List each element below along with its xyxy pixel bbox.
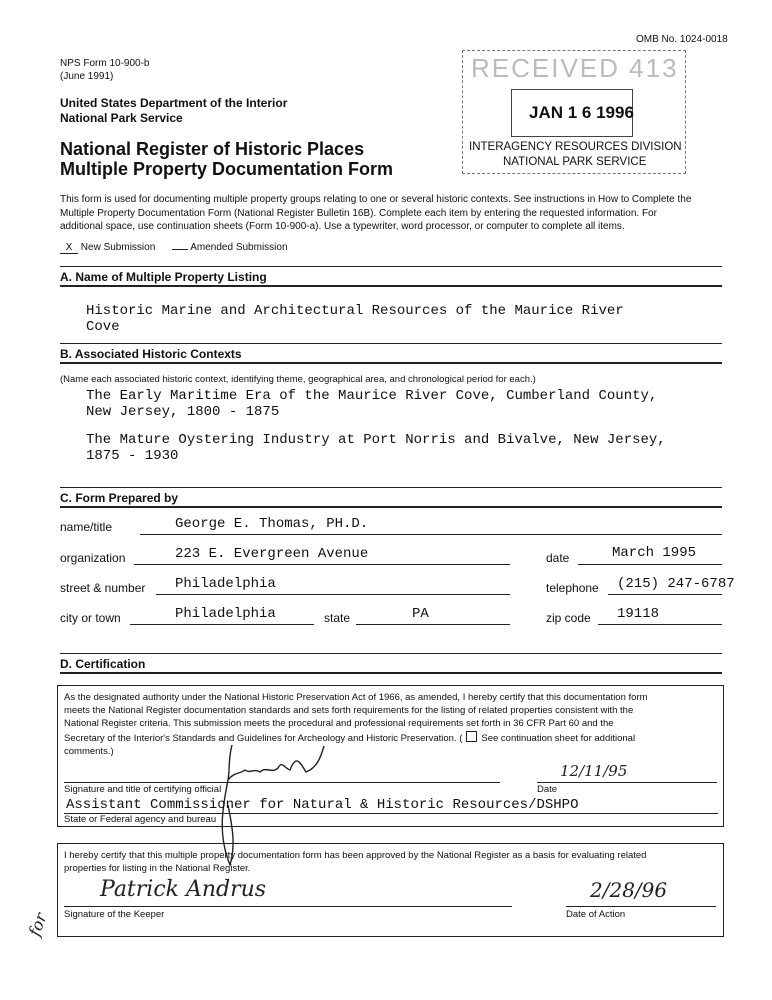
new-submission-checkbox[interactable]: X New Submission: [60, 242, 155, 254]
certification-date: 12/11/95: [560, 762, 628, 780]
stamp-service: NATIONAL PARK SERVICE: [503, 156, 647, 168]
department: United States Department of the Interior: [60, 96, 288, 110]
agency-bureau-value: Assistant Commissioner for Natural & Historic Resources/DSHPO: [66, 797, 579, 813]
state-field[interactable]: PA: [412, 606, 429, 622]
keeper-text: I hereby certify that this multiple property documentation form has been approved by the National Register as a basis for evaluating related properties for listing in the National Register.: [64, 850, 647, 874]
section-c-heading: C. Form Prepared by: [60, 491, 179, 505]
received-stamp: [462, 50, 686, 174]
action-date: 2/28/96: [590, 878, 668, 902]
organization-field[interactable]: 223 E. Evergreen Avenue: [175, 546, 369, 562]
section-d-heading: D. Certification: [60, 657, 146, 671]
keeper-signature: Patrick Andrus: [100, 877, 267, 902]
city-field[interactable]: Philadelphia: [175, 606, 276, 622]
stamp-date: JAN 1 6 1996: [529, 103, 634, 122]
form-date: (June 1991): [60, 71, 114, 82]
page-subtitle: Multiple Property Documentation Form: [60, 159, 394, 179]
omb-number: OMB No. 1024-0018: [636, 34, 728, 45]
form-number: NPS Form 10-900-b: [60, 58, 150, 69]
document-page: NPS Form 10-900-b (June 1991) United States Department of the Interior National Park Service National Register of Historic Places Multiple Property Documentation Form OMB No. 1024-0018 RECEIVED 413 JAN 1 6 1996 INTERAGENCY RESOURCES DIVISION NATIONAL PARK SERVICE This form is used for documenting multiple property groups relating to one or several historic contexts. See instructions in How to Complete the Multiple Property Documentation Form (National Register Bulletin 16B). Complete each item by entering the requested information. For additional space, use continuation sheets (Form 10-900-a). Use a typewriter, word processor, or computer to complete all items. X New Submission Amended Submission A. Name of Multiple Property Listing Historic Marine and Architectural Resources of the Maurice River Cove B. Associated Historic Contexts (Name each associated historic context, identifying theme, geographical area, and chronological period for each.) The Early Maritime Era of the Maurice River Cove, Cumberland County, New Jersey, 1800 - 1875 The Mature Oystering Industry at Port Norris and Bivalve, New Jersey, 1875 - 1930 C. Form Prepared by name/title George E. Thomas, PH.D. organization 223 E. Evergreen Avenue date March 1995 street & number Philadelphia telephone (215) 247-6787 city or town Philadelphia state PA zip code 19118 D. Certification As the designated authority under the National Historic Preservation Act of 1966, as amended, I hereby certify that this documentation form meets the National Register documentation standards and sets forth requirements for the listing of related properties consistent with the National Register criteria. This submission meets the procedural and professional requirements set forth in 36 CFR Part 60 and the Secretary of the Interior's Standards and Guidelines for Archeology and Historic Preservation. ( See continuation sheet for additional comments.) Signature and title of certifying official 12/11/95 Date Assistant Commissioner for Natural & Historic Resources/DSHPO State or Federal agency and bureau I hereby certify that this multiple property documentation form has been approved by the National Register as a basis for evaluating related properties for listing in the National Register. Patrick Andrus Signature of the Keeper 2/28/96 Date of Action for: [0, 0, 772, 1000]
continuation-checkbox[interactable]: [466, 731, 477, 742]
context-1: The Early Maritime Era of the Maurice River Cove, Cumberland County,: [86, 388, 658, 404]
amended-submission-checkbox[interactable]: Amended Submission: [172, 242, 288, 253]
telephone-field[interactable]: (215) 247-6787: [617, 576, 735, 592]
zip-field[interactable]: 19118: [617, 606, 660, 622]
context-2: The Mature Oystering Industry at Port Norris and Bivalve, New Jersey,: [86, 432, 666, 448]
name-title-field[interactable]: George E. Thomas, PH.D.: [175, 516, 369, 532]
section-b-note: (Name each associated historic context, identifying theme, geographical area, and chronological period for each.): [60, 374, 536, 385]
stamp-division: INTERAGENCY RESOURCES DIVISION: [469, 141, 682, 153]
street-field[interactable]: Philadelphia: [175, 576, 276, 592]
section-a-heading: A. Name of Multiple Property Listing: [60, 270, 267, 284]
stamp-received: RECEIVED 413: [471, 53, 679, 83]
agency: National Park Service: [60, 111, 183, 125]
certification-text: As the designated authority under the National Historic Preservation Act of 1966, as amended, I hereby certify that this documentation form meets the National Register documentation standards and sets forth requirements for the listing of related properties consistent with the National Register criteria. This submission meets the procedural and professional requirements set forth in 36 CFR Part 60 and the Secretary of the Interior's Standards and Guidelines for Archeology and Historic Preservation. ( See continuation sheet for additional comments.): [64, 692, 648, 757]
date-field[interactable]: March 1995: [612, 545, 697, 561]
property-listing-name: Historic Marine and Architectural Resources of the Maurice River: [86, 303, 624, 319]
section-b-heading: B. Associated Historic Contexts: [60, 347, 242, 361]
margin-note: for: [24, 910, 51, 939]
intro-text: This form is used for documenting multiple property groups relating to one or several historic contexts. See instructions in How to Complete the Multiple Property Documentation Form (National Register Bulletin 16B). Complete each item by entering the requested information. For additional space, use continuation sheets (Form 10-900-a). Use a typewriter, word processor, or computer to complete all items.: [60, 194, 692, 232]
page-title: National Register of Historic Places: [60, 139, 365, 159]
